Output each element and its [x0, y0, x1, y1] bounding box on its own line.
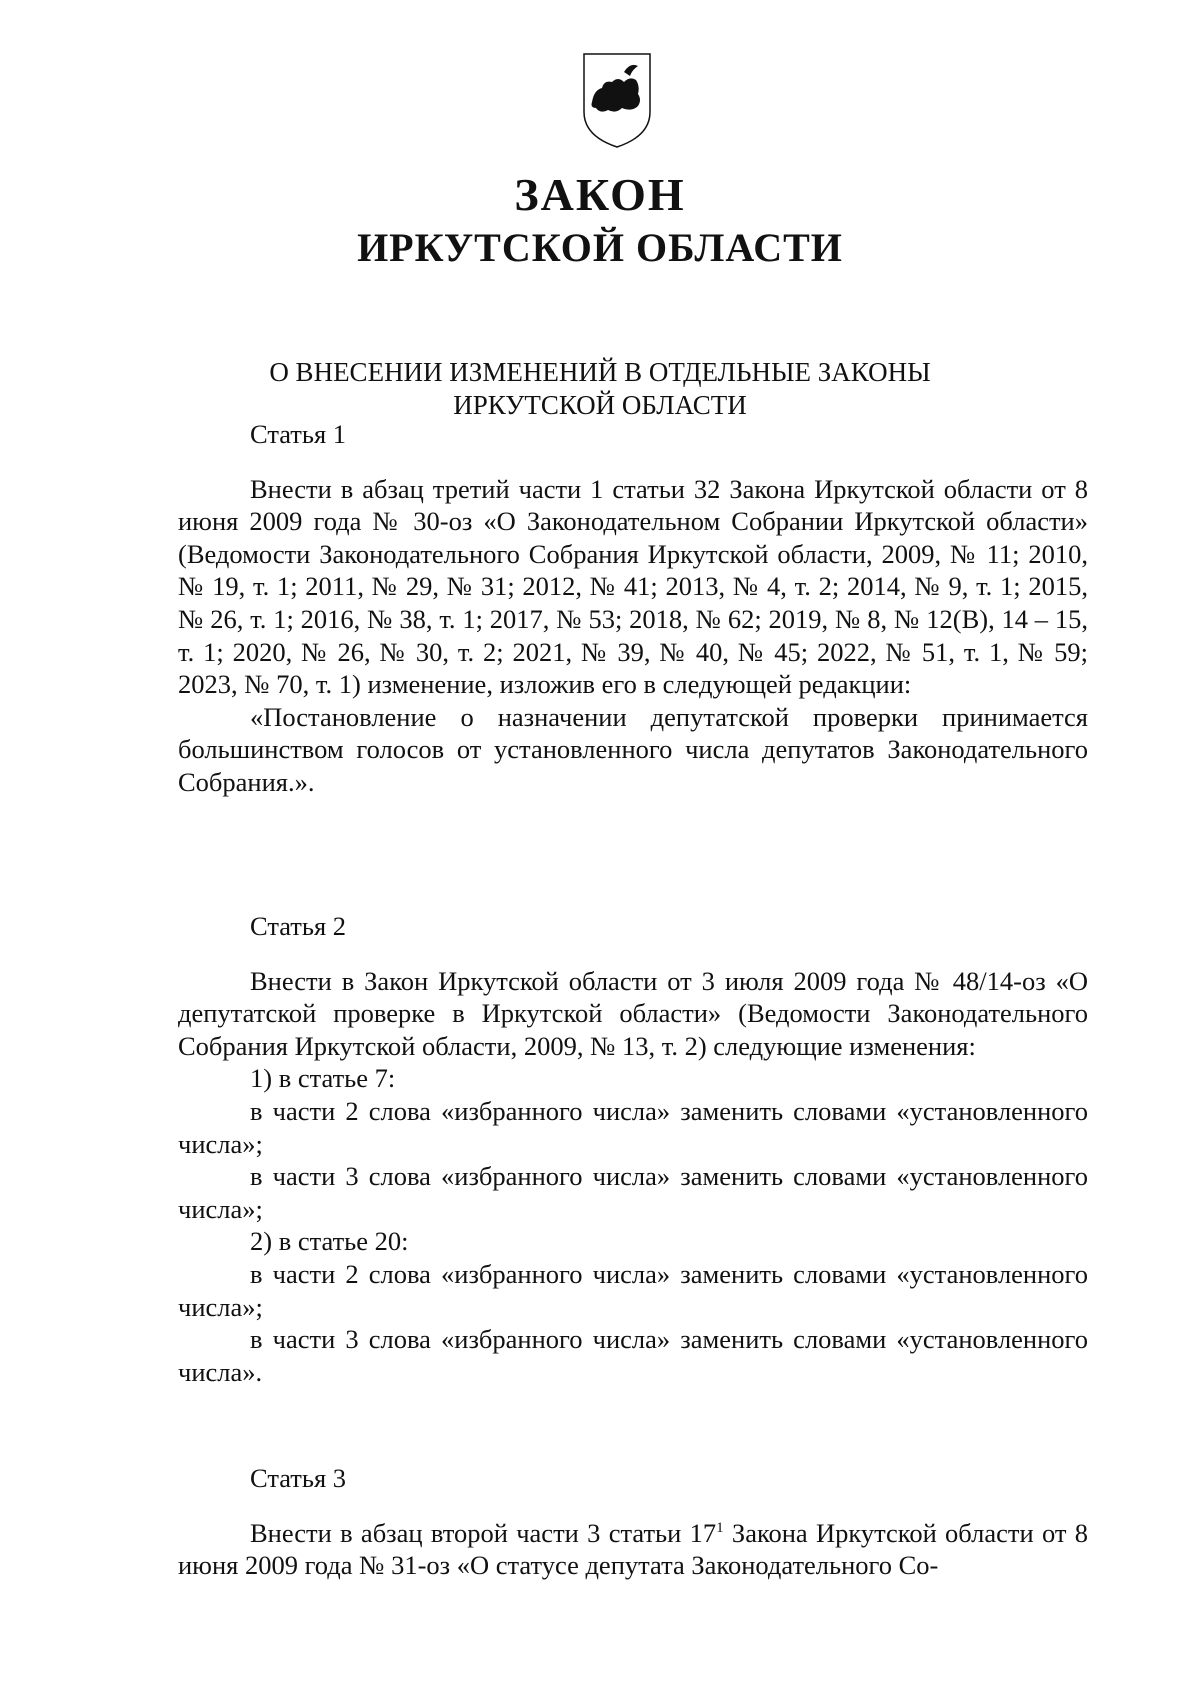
- law-title: ЗАКОН: [514, 169, 686, 220]
- article-2-item-2b: в части 3 слова «избранного числа» заменить словами «установленного числа».: [178, 1324, 1088, 1387]
- subtitle-line-1: О ВНЕСЕНИИ ИЗМЕНЕНИЙ В ОТДЕЛЬНЫЕ ЗАКОНЫ: [269, 357, 931, 387]
- article-2-heading: Статья 2: [250, 911, 347, 941]
- article-2-item-2: 2) в статье 20:: [250, 1226, 409, 1257]
- article-1-paragraph-2: «Постановление о назначении депутатской проверки принимается большинством голосов от установленного числа депутатов Законодательного Собрания.».: [178, 701, 1088, 797]
- article-1-paragraph-1: Внести в абзац третий части 1 статьи 32 Закона Иркутской области от 8 июня 2009 года № 30-оз «О Законодательном Собрании Иркутской области» (Ведомости Законодательного Собрания Иркутской области, 2009, № 11; 2010, № 19, т. 1; 2011, № 29, № 31; 2012, № 41; 2013, № 4, т. 2; 2014, № 9, т. 1; 2015, № 26, т. 1; 2016, № 38, т. 1; 2017, № 53; 2018, № 62; 2019, № 8, № 12(В), 14 – 15, т. 1; 2020, № 26, № 30, т. 2; 2021, № 39, № 40, № 45; 2022, № 51, т. 1, № 59; 2023, № 70, т. 1) изменение, изложив его в следующей редакции:: [178, 473, 1088, 700]
- article-2-item-1: 1) в статье 7:: [250, 1063, 396, 1094]
- article-2-paragraph-1: Внести в Закон Иркутской области от 3 июля 2009 года № 48/14-оз «О депутатской проверке в Иркутской области» (Ведомости Законодательного Собрания Иркутской области, 2009, № 13, т. 2) следующие изменения:: [178, 965, 1088, 1061]
- article-3-paragraph-1: [178, 1517, 1088, 1582]
- article-3-superscript: 1: [716, 1519, 724, 1536]
- article-1-heading: Статья 1: [250, 419, 347, 449]
- article-3: [178, 1462, 1088, 1582]
- article-3-text-end: Закона Иркутской области от 8 июня 2009 года № 31-оз «О статусе депутата Законодательного Со-: [178, 1517, 1088, 1581]
- subtitle-line-2: ИРКУТСКОЙ ОБЛАСТИ: [453, 390, 747, 420]
- article-2-item-1a: в части 2 слова «избранного числа» заменить словами «установленного числа»;: [178, 1095, 1088, 1159]
- article-3-heading: Статья 3: [250, 1463, 347, 1493]
- article-2-item-1b: в части 3 слова «избранного числа» заменить словами «установленного числа»;: [178, 1161, 1088, 1224]
- article-1: [178, 418, 1088, 799]
- article-3-text-start: Внести в абзац второй части 3 статьи 17: [250, 1517, 717, 1548]
- article-2-item-2a: в части 2 слова «избранного числа» заменить словами «установленного числа»;: [178, 1258, 1088, 1322]
- coat-of-arms-icon: [578, 50, 656, 150]
- article-2: [178, 910, 1088, 1388]
- law-subtitle: [0, 356, 1200, 422]
- law-region-title: ИРКУТСКОЙ ОБЛАСТИ: [357, 225, 843, 270]
